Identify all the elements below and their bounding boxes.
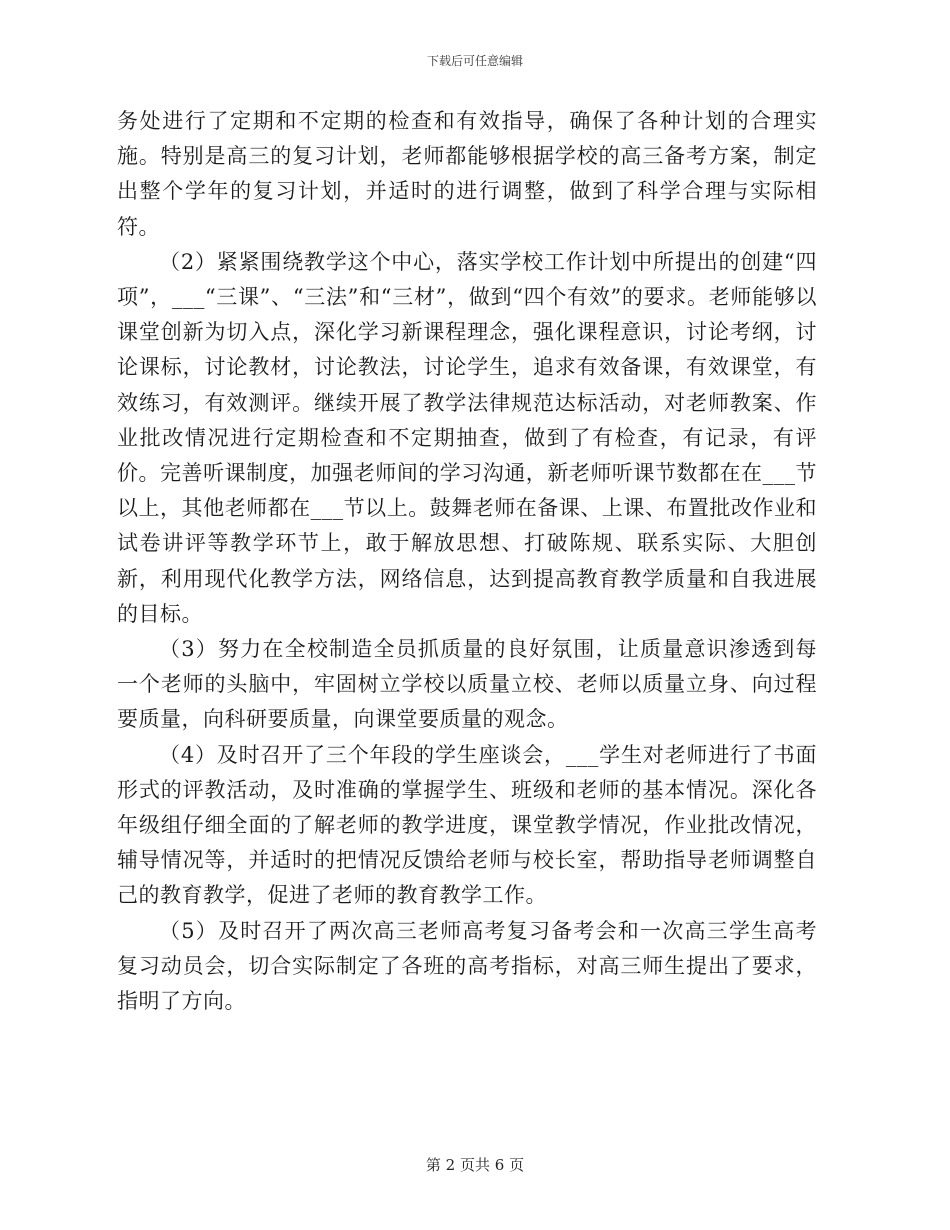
paragraph-item-2: （2）紧紧围绕教学这个中心，落实学校工作计划中所提出的创建“四项”，___“三课”、“三法”和“三材”，做到“四个有效”的要求。老师能够以课堂创新为切入点，深化学习新课程理念，强化课程意识，讨论考纲，讨论课标，讨论教材，讨论教法，讨论学生，追求有效备课，有效课堂，有效练习，有效测评。继续开展了教学法律规范达标活动，对老师教案、作业批改情况进行定期检查和不定期抽查，做到了有检查，有记录，有评价。完善听课制度，加强老师间的学习沟通，新老师听课节数都在在___节以上，其他老师都在___节以上。鼓舞老师在备课、上课、布置批改作业和试卷讲评等教学环节上，敢于解放思想、打破陈规、联系实际、大胆创新，利用现代化教学方法，网络信息，达到提高教育教学质量和自我进展的目标。 <box>117 249 817 626</box>
paragraph-continuation: 务处进行了定期和不定期的检查和有效指导，确保了各种计划的合理实施。特别是高三的复习计划，老师都能够根据学校的高三备考方案，制定出整个学年的复习计划，并适时的进行调整，做到了科学合理与实际相符。 <box>117 109 817 239</box>
paragraph-item-3: （3）努力在全校制造全员抓质量的良好氛围，让质量意识渗透到每一个老师的头脑中，牢固树立学校以质量立校、老师以质量立身、向过程要质量，向科研要质量，向课堂要质量的观念。 <box>117 637 817 732</box>
paragraph-item-4: （4）及时召开了三个年段的学生座谈会，___学生对老师进行了书面形式的评教活动，及时准确的掌握学生、班级和老师的基本情况。深化各年级组仔细全面的了解老师的教学进度，课堂教学情况，作业批改情况，辅导情况等，并适时的把情况反馈给老师与校长室，帮助指导老师调整自己的教育教学，促进了老师的教育教学工作。 <box>117 742 817 908</box>
document-body <box>117 104 817 1019</box>
page-header-note: 下载后可任意编辑 <box>426 54 523 68</box>
paragraph-item-5: （5）及时召开了两次高三老师高考复习备考会和一次高三学生高考复习动员会，切合实际制定了各班的高考指标，对高三师生提出了要求，指明了方向。 <box>117 918 817 1014</box>
page-number: 第 2 页共 6 页 <box>425 1156 525 1174</box>
